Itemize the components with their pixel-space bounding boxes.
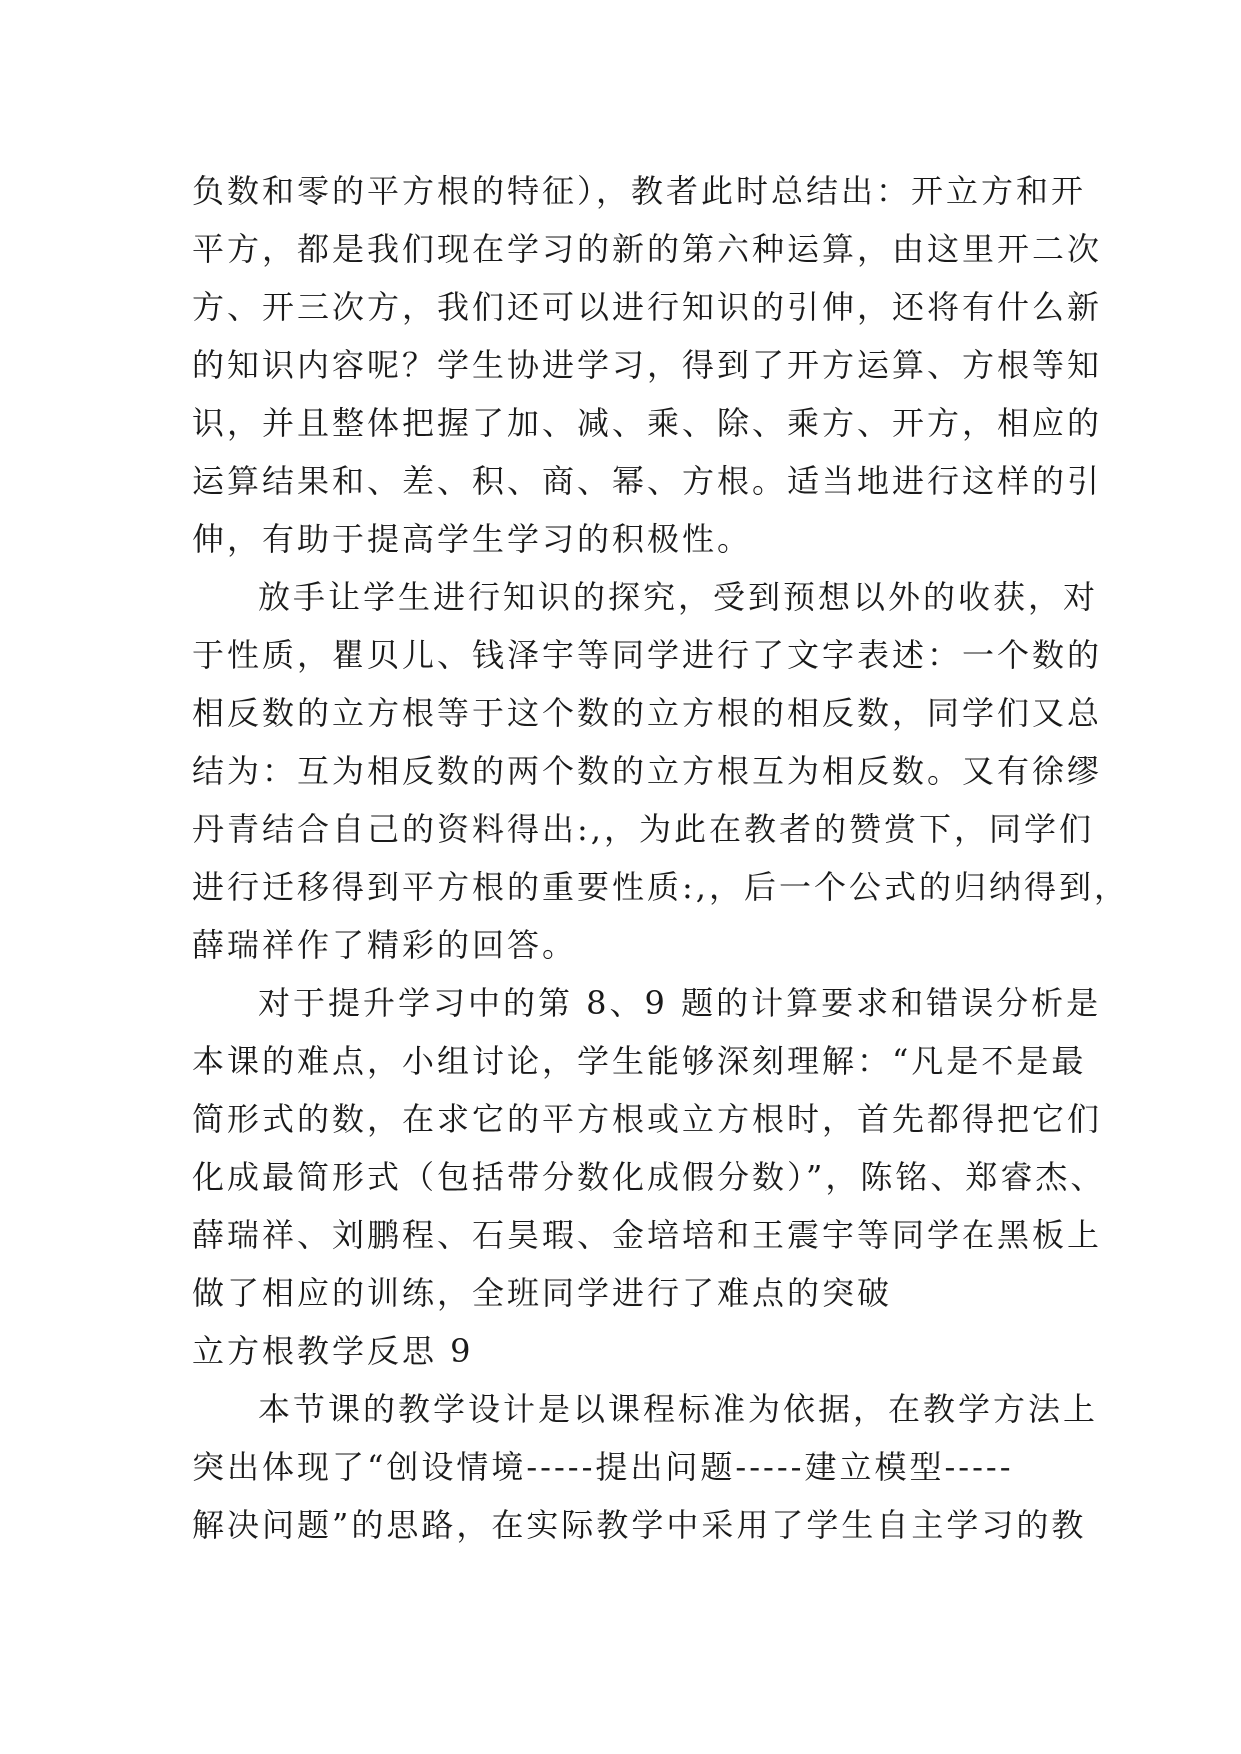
paragraph-line: 突出体现了“创设情境-----提出问题-----建立模型----- [192,1448,1014,1486]
paragraph-line: 方、开三次方，我们还可以进行知识的引伸，还将有什么新 [192,288,1103,326]
paragraph-line: 相反数的立方根等于这个数的立方根的相反数，同学们又总 [192,694,1103,732]
paragraph-line: 本节课的教学设计是以课程标准为依据，在教学方法上 [258,1390,1099,1428]
paragraph-line: 的知识内容呢？学生协进学习，得到了开方运算、方根等知 [192,346,1103,384]
paragraph-line: 本课的难点，小组讨论，学生能够深刻理解：“凡是不是最 [192,1042,1087,1080]
paragraph-line: 丹青结合自己的资料得出:,，为此在教者的赞赏下，同学们 [192,810,1094,848]
paragraph-line: 简形式的数，在求它的平方根或立方根时，首先都得把它们 [192,1100,1103,1138]
paragraph-line: 平方，都是我们现在学习的新的第六种运算，由这里开二次 [192,230,1103,268]
paragraph-line: 对于提升学习中的第 8、9 题的计算要求和错误分析是 [258,984,1102,1022]
paragraph-line: 于性质，瞿贝儿、钱泽宇等同学进行了文字表述：一个数的 [192,636,1103,674]
paragraph-line: 运算结果和、差、积、商、幂、方根。适当地进行这样的引 [192,462,1103,500]
paragraph-line: 解决问题”的思路，在实际教学中采用了学生自主学习的教 [192,1506,1087,1544]
document-body [192,162,1129,1554]
paragraph-line: 进行迁移得到平方根的重要性质:,，后一个公式的归纳得到， [192,868,1129,906]
section-heading: 立方根教学反思 9 [192,1332,474,1370]
paragraph-line: 放手让学生进行知识的探究，受到预想以外的收获，对 [258,578,1099,616]
paragraph-line: 伸，有助于提高学生学习的积极性。 [192,520,753,558]
paragraph-line: 识，并且整体把握了加、减、乘、除、乘方、开方，相应的 [192,404,1103,442]
paragraph-line: 化成最简形式（包括带分数化成假分数）”，陈铭、郑睿杰、 [192,1158,1106,1196]
paragraph-line: 结为：互为相反数的两个数的立方根互为相反数。又有徐缪 [192,752,1103,790]
paragraph-line: 薛瑞祥、刘鹏程、石昊瑕、金培培和王震宇等同学在黑板上 [192,1216,1103,1254]
paragraph-line: 做了相应的训练，全班同学进行了难点的突破 [192,1274,893,1312]
paragraph-line: 负数和零的平方根的特征），教者此时总结出：开立方和开 [192,172,1087,210]
paragraph-line: 薛瑞祥作了精彩的回答。 [192,926,578,964]
